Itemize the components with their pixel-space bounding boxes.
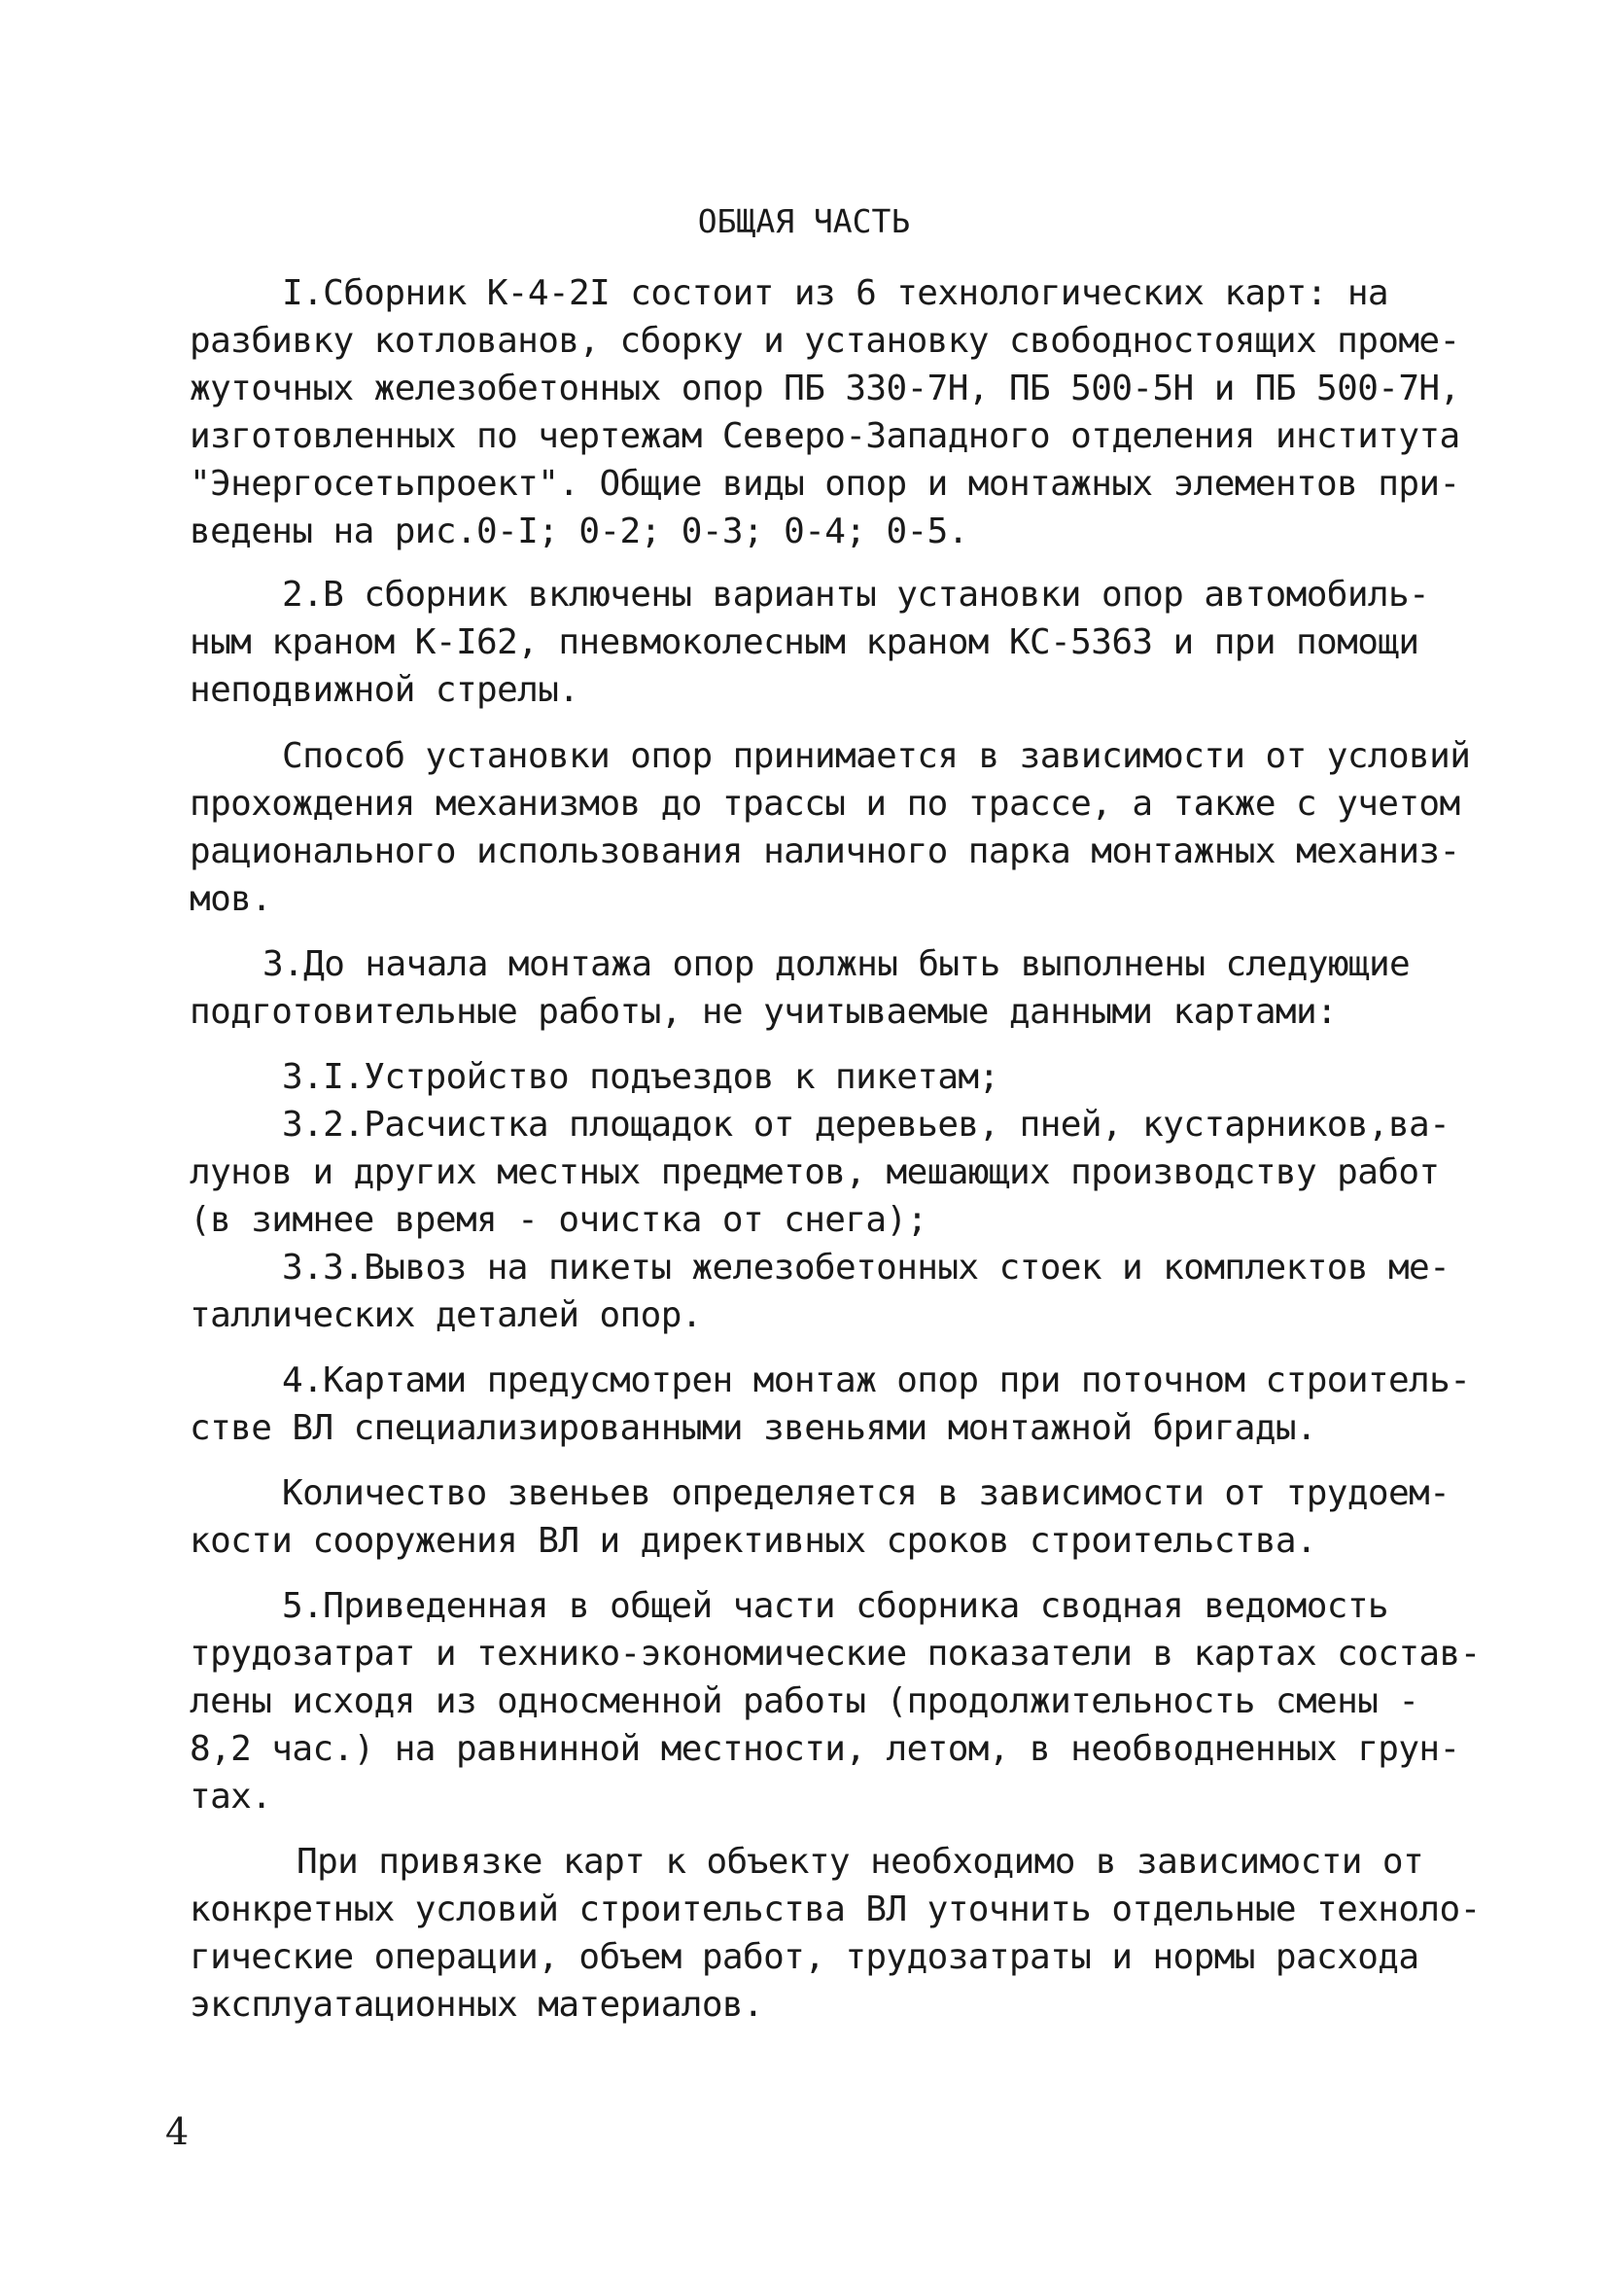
text-line: I.Сборник К-4-2I состоит из 6 технологических карт: на: [282, 273, 1388, 313]
text-line: кости сооружения ВЛ и директивных сроков строительства.: [190, 1521, 1317, 1561]
text-line: рационального использования наличного парка монтажных механиз-: [190, 831, 1460, 871]
text-line: 5.Приведенная в общей части сборника сводная ведомость: [282, 1586, 1388, 1626]
text-line: 3.3.Вывоз на пикеты железобетонных стоек и комплектов ме-: [282, 1248, 1451, 1288]
text-line: стве ВЛ специализированными звеньями монтажной бригады.: [190, 1408, 1317, 1448]
text-line: изготовленных по чертежам Северо-Западного отделения института: [190, 416, 1460, 456]
text-line: ным краном К-I62, пневмоколесным краном КС-5363 и при помощи: [190, 622, 1419, 662]
text-line: 2.В сборник включены варианты установки опор автомобиль-: [282, 575, 1430, 615]
text-line: Способ установки опор принимается в зависимости от условий: [282, 736, 1471, 776]
text-line: тах.: [190, 1777, 272, 1817]
text-line: 3.2.Расчистка площадок от деревьев, пней, кустарников,ва-: [282, 1105, 1451, 1145]
text-line: Количество звеньев определяется в зависимости от трудоем-: [282, 1473, 1451, 1513]
page-number: 4: [165, 2110, 190, 2153]
text-line: "Энергосетьпроект". Общие виды опор и монтажных элементов при-: [190, 464, 1460, 504]
text-line: 8,2 час.) на равнинной местности, летом, в необводненных грун-: [190, 1729, 1460, 1769]
text-line: подготовительные работы, не учитываемые данными картами:: [190, 992, 1338, 1032]
text-line: трудозатрат и технико-экономические показатели в картах состав-: [190, 1634, 1481, 1674]
text-line: таллических деталей опор.: [190, 1295, 702, 1335]
text-line: ведены на рис.0-I; 0-2; 0-3; 0-4; 0-5.: [190, 512, 968, 551]
text-line: гические операции, объем работ, трудозатраты и нормы расхода: [190, 1937, 1419, 1977]
text-line: разбивку котлованов, сборку и установку свободностоящих проме-: [190, 321, 1460, 361]
text-line: конкретных условий строительства ВЛ уточнить отдельные техноло-: [190, 1890, 1481, 1929]
text-line: 3.I.Устройство подъездов к пикетам;: [282, 1057, 999, 1097]
text-line: лены исходя из односменной работы (продолжительность смены -: [190, 1681, 1419, 1721]
text-line: прохождения механизмов до трассы и по трассе, а также с учетом: [190, 784, 1460, 824]
text-line: (в зимнее время - очистка от снега);: [190, 1200, 927, 1240]
text-line: мов.: [190, 879, 272, 919]
text-line: жуточных железобетонных опор ПБ 330-7Н, ПБ 500-5Н и ПБ 500-7Н,: [190, 369, 1460, 408]
section-title: ОБЩАЯ ЧАСТЬ: [697, 202, 911, 240]
text-line: неподвижной стрелы.: [190, 670, 579, 710]
text-line: 4.Картами предусмотрен монтаж опор при поточном строитель-: [282, 1360, 1471, 1400]
text-line: 3.До начала монтажа опор должны быть выполнены следующие: [262, 944, 1411, 984]
text-line: При привязке карт к объекту необходимо в зависимости от: [297, 1842, 1424, 1882]
text-line: лунов и других местных предметов, мешающих производству работ: [190, 1152, 1440, 1192]
text-line: эксплуатационных материалов.: [190, 1985, 764, 2025]
